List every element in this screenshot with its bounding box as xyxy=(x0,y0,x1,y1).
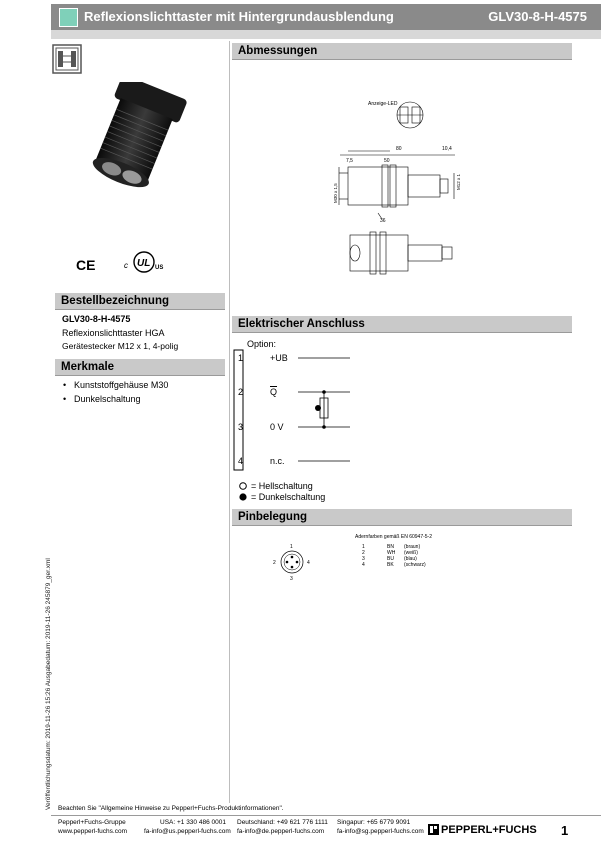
footer-divider xyxy=(51,815,601,816)
svg-text:3: 3 xyxy=(290,576,293,582)
pin-label: $\overline{Q}$ xyxy=(270,387,278,397)
footer-sg-phone: Singapur: +65 6779 9091 xyxy=(337,819,411,826)
footer-website-link[interactable]: www.pepperl-fuchs.com xyxy=(58,828,127,835)
publication-info: Veröffentlichungsdatum: 2019-11-26 15:26 Ausgabedatum: 2019-11-26 245879_ger.xml xyxy=(45,558,52,810)
section-wiring-heading: Elektrischer Anschluss xyxy=(232,316,572,333)
pinout-cell: BU xyxy=(387,556,394,562)
sensor-type-icon xyxy=(52,44,82,74)
svg-text:50: 50 xyxy=(384,158,390,164)
header-subbar xyxy=(51,30,601,39)
footer-group: Pepperl+Fuchs-Gruppe xyxy=(58,819,126,826)
feature-bullet: • xyxy=(63,394,67,404)
svg-text:10,4: 10,4 xyxy=(442,146,452,152)
pinout-cell: (blau) xyxy=(404,556,417,562)
svg-text:US: US xyxy=(155,265,164,271)
legend-light: = Hellschaltung xyxy=(251,481,313,491)
svg-text:2: 2 xyxy=(273,560,276,566)
pinout-cell: (weiß) xyxy=(404,550,418,556)
wiring-option-label: Option: xyxy=(247,339,277,349)
pinout-cell: 4 xyxy=(362,562,365,568)
footer-note: Beachten Sie "Allgemeine Hinweise zu Pepperl+Fuchs-Produktinformationen". xyxy=(58,805,284,812)
brand-name: PEPPERL+FUCHS xyxy=(441,824,537,836)
svg-text:4: 4 xyxy=(307,560,310,566)
feature-item: Dunkelschaltung xyxy=(74,394,141,404)
product-photo xyxy=(64,82,224,202)
pin-label: +UB xyxy=(270,353,288,363)
filled-circle-icon xyxy=(238,492,248,502)
svg-text:7,5: 7,5 xyxy=(346,158,353,164)
order-desc-1: Reflexionslichttaster HGA xyxy=(62,328,165,338)
svg-text:36: 36 xyxy=(380,218,386,224)
section-dimensions-heading: Abmessungen xyxy=(232,43,572,60)
legend-dark: = Dunkelschaltung xyxy=(251,492,326,502)
footer-usa-phone: USA: +1 330 486 0001 xyxy=(160,819,226,826)
svg-text:UL: UL xyxy=(137,258,151,269)
pinout-cell: (schwarz) xyxy=(404,562,426,568)
footer-sg-email-link[interactable]: fa-info@sg.pepperl-fuchs.com xyxy=(337,828,424,835)
svg-text:c: c xyxy=(124,261,128,270)
pinout-cell: 2 xyxy=(362,550,365,556)
brand-square-icon xyxy=(59,8,78,27)
pepperl-fuchs-logo-icon xyxy=(428,824,439,835)
svg-text:CE: CE xyxy=(76,258,96,272)
pin-number: 2 xyxy=(238,387,244,397)
order-desc-2: Gerätestecker M12 x 1, 4-polig xyxy=(62,341,179,351)
pinout-cell: BK xyxy=(387,562,394,568)
svg-text:Anzeige-LED: Anzeige-LED xyxy=(368,101,398,107)
footer-de-phone: Deutschland: +49 621 776 1111 xyxy=(237,819,328,826)
svg-text:1: 1 xyxy=(290,544,293,550)
pin-number: 1 xyxy=(238,353,244,363)
column-divider xyxy=(229,41,230,803)
header-bar xyxy=(51,4,601,30)
page-number: 1 xyxy=(561,823,569,838)
section-pinout-heading: Pinbelegung xyxy=(232,509,572,526)
connector-pinout-drawing xyxy=(270,540,320,582)
svg-text:M30 x 1,5: M30 x 1,5 xyxy=(333,183,338,203)
product-code: GLV30-8-H-4575 xyxy=(488,9,587,24)
section-features-heading: Merkmale xyxy=(55,359,225,376)
pinout-cell: 1 xyxy=(362,544,365,550)
pin-label: 0 V xyxy=(270,422,284,432)
svg-text:80: 80 xyxy=(396,146,402,152)
pin-label: n.c. xyxy=(270,456,285,466)
pinout-heading: Adernfarben gemäß EN 60947-5-2 xyxy=(355,534,432,540)
pin-number: 3 xyxy=(238,422,244,432)
page-title: Reflexionslichttaster mit Hintergrundausblendung xyxy=(84,9,394,24)
cul-us-mark-icon xyxy=(124,250,170,274)
ce-mark-icon xyxy=(76,258,96,272)
dimension-drawing xyxy=(330,95,470,275)
feature-bullet: • xyxy=(63,380,67,390)
pinout-cell: 3 xyxy=(362,556,365,562)
feature-item: Kunststoffgehäuse M30 xyxy=(74,380,169,390)
pinout-cell: WH xyxy=(387,550,396,556)
svg-text:M12 x 1: M12 x 1 xyxy=(456,173,461,190)
section-order-heading: Bestellbezeichnung xyxy=(55,293,225,310)
pin-number: 4 xyxy=(238,456,244,466)
footer-de-email-link[interactable]: fa-info@de.pepperl-fuchs.com xyxy=(237,828,325,835)
pinout-cell: (braun) xyxy=(404,544,421,550)
pinout-cell: BN xyxy=(387,544,394,550)
order-code: GLV30-8-H-4575 xyxy=(62,314,131,324)
hollow-circle-icon xyxy=(238,481,248,491)
wiring-diagram xyxy=(232,348,357,473)
footer-usa-email-link[interactable]: fa-info@us.pepperl-fuchs.com xyxy=(144,828,231,835)
